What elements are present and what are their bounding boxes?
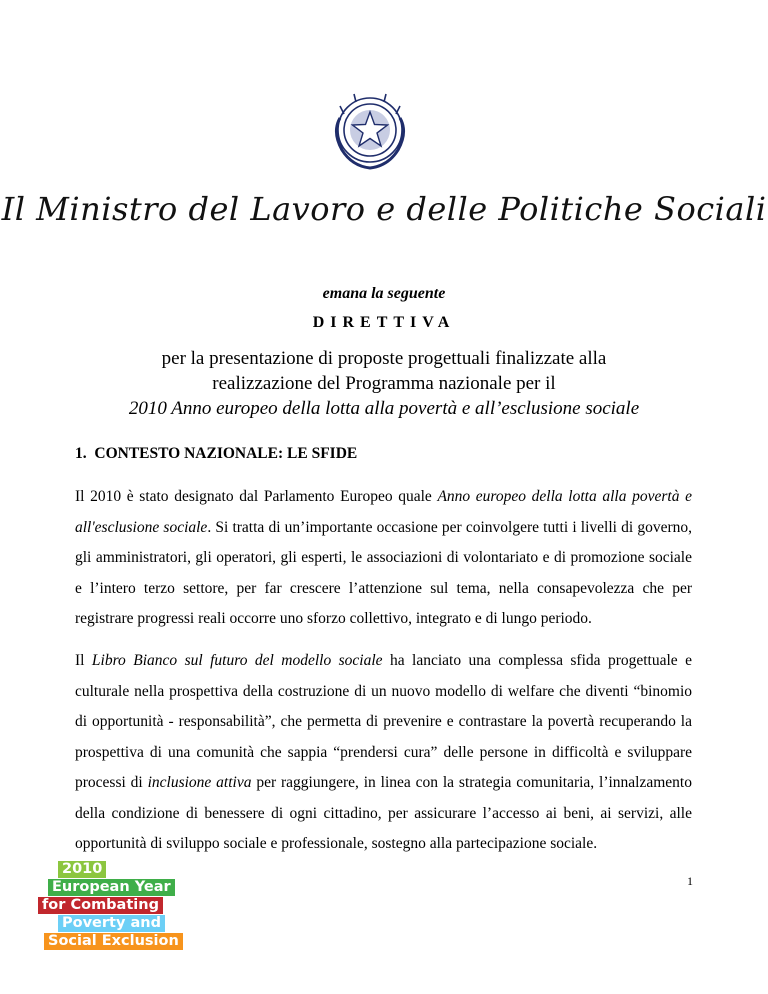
- p2-text-b: ha lanciato una complessa sfida progettuale e culturale nella prospettiva della costruzione di un nuovo modello di welfare che diventi “binomio di opportunità - responsabilità”, che permetta di prevenire e contrastare la povertà recuperando la prospettiva di una comunità che sappia “prendersi cura” delle persone in difficoltà e sviluppare processi di: [75, 652, 692, 791]
- paragraph-2: [75, 646, 692, 860]
- p2-emphasis-2: inclusione attiva: [147, 774, 252, 791]
- logo-line-1: European Year: [48, 879, 175, 896]
- italian-republic-emblem-icon: [326, 88, 414, 172]
- purpose-line-3: 2010 Anno europeo della lotta alla povertà e all’esclusione sociale: [128, 398, 640, 419]
- p2-text-a: Il: [75, 652, 92, 669]
- logo-line-4: Social Exclusion: [44, 933, 183, 950]
- p2-text-c: per raggiungere, in linea con la strategia comunitaria, l’innalzamento della condizione di benessere di ogni cittadino, per assicurare l’accesso ai beni, ai servizi, alle opportunità di sviluppo sociale e professionale, sostegno alla partecipazione sociale.: [75, 774, 692, 852]
- european-year-2010-logo: [38, 860, 179, 950]
- purpose-line-2: realizzazione del Programma nazionale per il: [212, 373, 556, 394]
- logo-line-2: for Combating: [38, 897, 163, 914]
- directive-purpose: [0, 346, 768, 421]
- section-heading: 1. CONTESTO NAZIONALE: LE SFIDE: [75, 445, 358, 462]
- emana-line: emana la seguente: [322, 285, 446, 302]
- logo-year: 2010: [58, 861, 106, 878]
- paragraph-1: [75, 482, 692, 635]
- ministry-title: Il Ministro del Lavoro e delle Politiche Sociali: [1, 190, 767, 228]
- logo-line-3: Poverty and: [58, 915, 165, 932]
- p1-emphasis: Anno europeo della lotta alla povertà e all'esclusione sociale: [75, 488, 692, 536]
- page-number: 1: [687, 874, 693, 888]
- purpose-line-1: per la presentazione di proposte progettuali finalizzate alla: [161, 348, 607, 369]
- p2-emphasis-1: Libro Bianco sul futuro del modello sociale: [91, 652, 383, 669]
- p1-text-a: Il 2010 è stato designato dal Parlamento Europeo quale: [75, 488, 438, 505]
- direttiva-title: DIRETTIVA: [312, 314, 456, 331]
- p1-text-b: . Si tratta di un’importante occasione per coinvolgere tutti i livelli di governo, gli amministratori, gli operatori, gli esperti, le associazioni di volontariato e di promozione sociale e l’intero terzo settore, per far crescere l’attenzione sul tema, nella consapevolezza che per registrare progressi reali occorre uno sforzo collettivo, integrato e di lungo periodo.: [75, 518, 692, 627]
